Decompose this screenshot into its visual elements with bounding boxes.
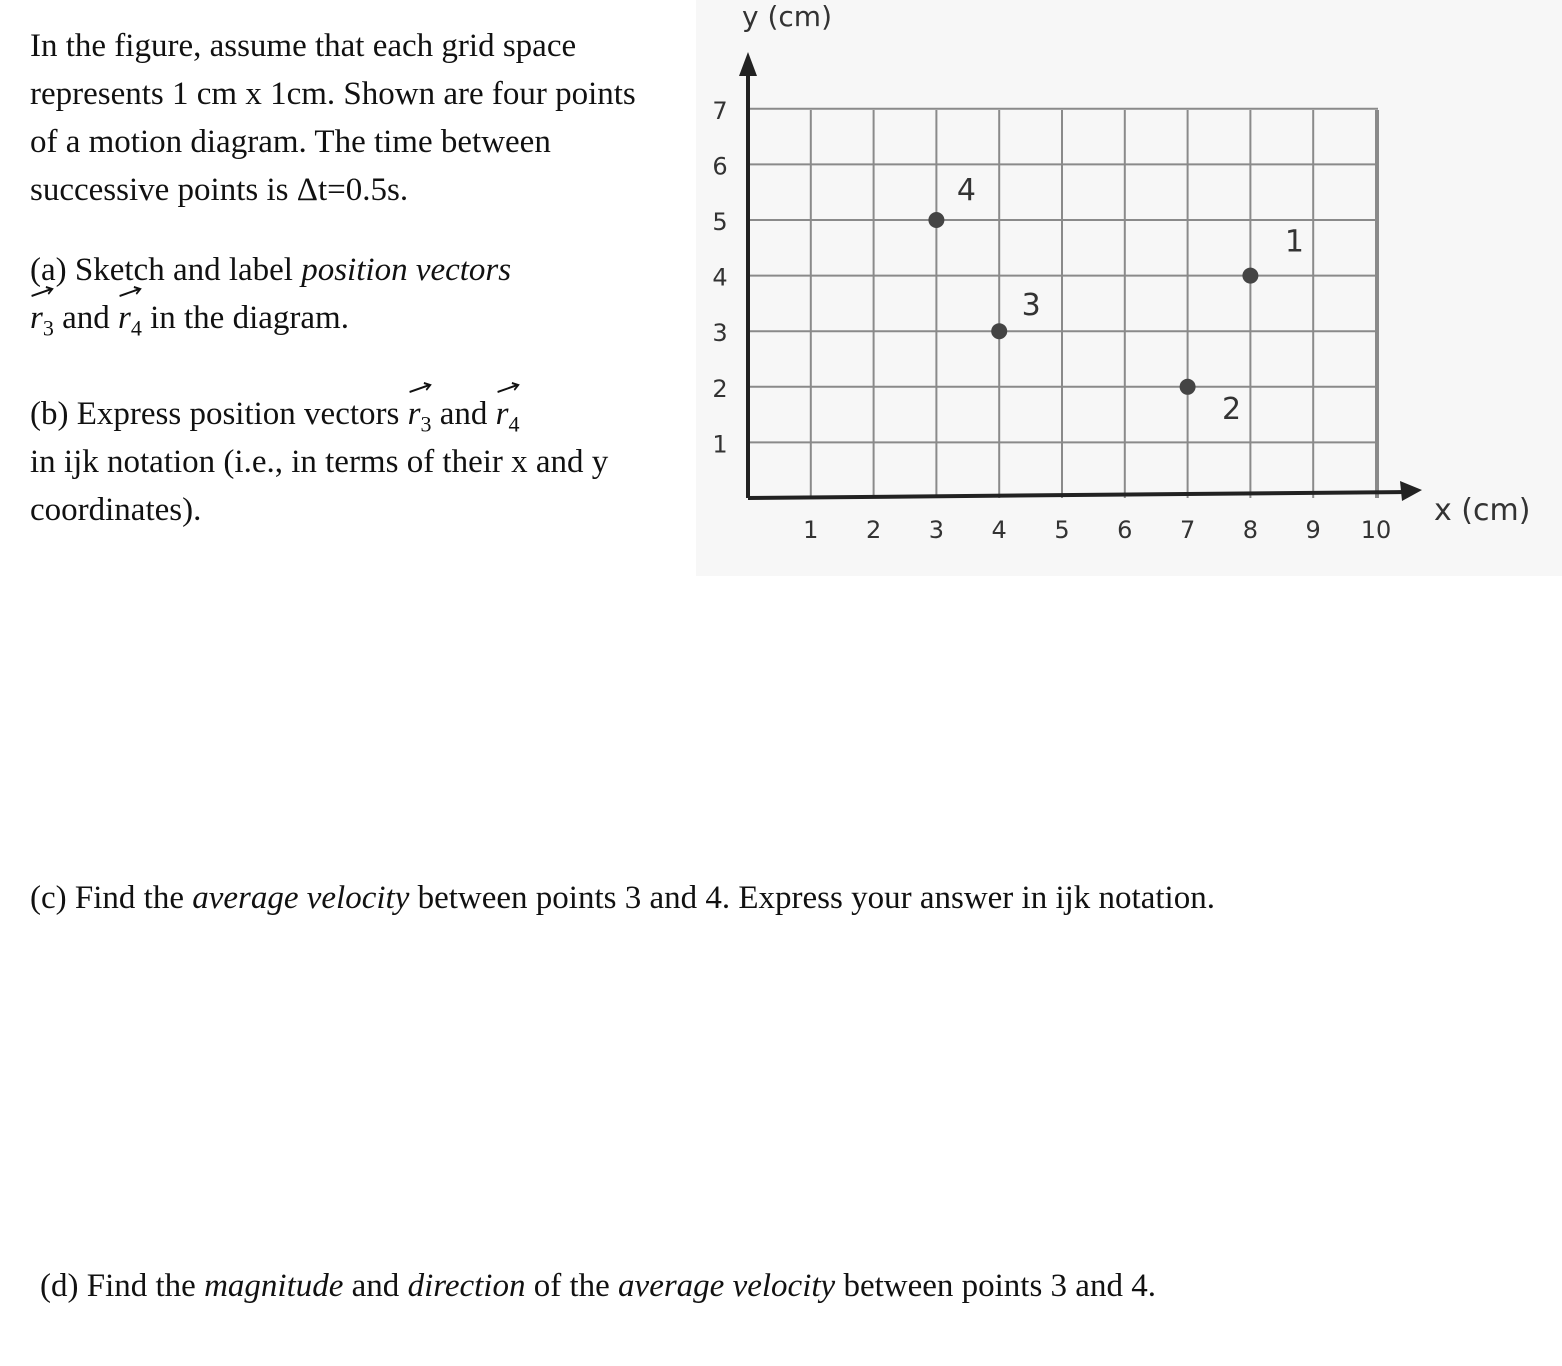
vector-r3-subscript: 3 xyxy=(420,411,432,437)
question-c-line xyxy=(30,874,1530,922)
vector-r4-symbol: r xyxy=(118,300,131,336)
vector-r4 xyxy=(118,294,142,342)
x-tick-label: 6 xyxy=(1117,516,1133,544)
question-b-line-2: in ijk notation (i.e., in terms of their x and y xyxy=(30,444,609,480)
x-tick-label: 10 xyxy=(1360,516,1392,544)
data-point-label: 4 xyxy=(956,173,976,208)
question-b-and: and xyxy=(431,396,496,432)
vector-r3 xyxy=(408,390,432,438)
question-a-suffix: in the diagram. xyxy=(141,300,349,336)
vector-r3-subscript: 3 xyxy=(42,315,54,341)
x-tick-label: 9 xyxy=(1305,516,1321,544)
motion-diagram-figure xyxy=(696,0,1562,576)
intro-line-1: In the figure, assume that each grid space xyxy=(30,28,577,64)
y-axis-label: y (cm) xyxy=(742,0,832,33)
intro-paragraph xyxy=(30,22,700,214)
question-b xyxy=(30,390,690,534)
question-a-prefix: (a) Sketch and label xyxy=(30,252,302,288)
y-tick-label: 7 xyxy=(712,96,728,125)
vector-r4-symbol: r xyxy=(495,396,509,432)
question-d-line xyxy=(40,1262,1540,1310)
question-d xyxy=(40,1262,1540,1310)
question-b-line-1 xyxy=(30,390,690,438)
vector-r4-subscript: 4 xyxy=(508,411,520,437)
question-d-emphasis-velocity: average velocity xyxy=(618,1268,836,1304)
vector-r3-symbol: r xyxy=(407,396,421,432)
intro-line-2: represents 1 cm x 1cm. Shown are four points xyxy=(30,76,636,112)
y-tick-label: 1 xyxy=(712,430,728,459)
data-point-label: 2 xyxy=(1222,391,1242,427)
question-a xyxy=(30,246,690,342)
question-d-emphasis-magnitude: magnitude xyxy=(204,1268,344,1304)
intro-line-4: successive points is Δt=0.5s. xyxy=(30,172,409,208)
vector-arrow-icon xyxy=(408,381,432,395)
x-tick-label: 2 xyxy=(865,516,882,544)
question-d-and: and xyxy=(343,1268,408,1304)
y-tick-label: 5 xyxy=(712,208,728,236)
x-tick-label: 5 xyxy=(1054,516,1070,544)
vector-arrow-icon xyxy=(496,381,520,395)
data-point xyxy=(991,323,1007,339)
question-a-and: and xyxy=(53,300,118,336)
y-tick-label: 2 xyxy=(712,374,728,403)
question-d-of-the: of the xyxy=(525,1268,619,1304)
question-a-line-2 xyxy=(30,294,690,342)
data-point-label: 1 xyxy=(1284,224,1304,260)
x-tick-label: 1 xyxy=(803,516,819,544)
data-point xyxy=(1242,268,1258,284)
x-tick-label: 8 xyxy=(1242,516,1259,544)
question-c-emphasis: average velocity xyxy=(192,880,410,916)
data-point xyxy=(928,212,944,228)
vector-r3 xyxy=(30,294,54,342)
data-point-label: 3 xyxy=(1021,288,1041,324)
vector-arrow-icon xyxy=(30,285,54,299)
y-tick-label: 3 xyxy=(712,319,728,348)
vector-r4 xyxy=(496,390,520,438)
data-point xyxy=(1180,379,1196,395)
question-c-prefix: (c) Find the xyxy=(30,880,193,916)
question-b-line-3: coordinates). xyxy=(30,492,202,528)
figure-background xyxy=(696,0,1562,576)
question-d-prefix: (d) Find the xyxy=(40,1268,205,1304)
x-tick-label: 7 xyxy=(1179,516,1196,544)
intro-line-3: of a motion diagram. The time between xyxy=(30,124,551,160)
y-tick-label: 6 xyxy=(712,152,728,181)
vector-arrow-icon xyxy=(118,285,142,299)
question-b-prefix: (b) Express position vectors xyxy=(30,396,408,432)
y-tick-label: 4 xyxy=(712,263,728,292)
vector-r3-symbol: r xyxy=(30,300,43,336)
question-a-emphasis: position vectors xyxy=(301,252,512,288)
question-d-suffix: between points 3 and 4. xyxy=(835,1268,1156,1304)
question-d-emphasis-direction: direction xyxy=(407,1268,526,1304)
vector-r4-subscript: 4 xyxy=(130,315,142,341)
x-tick-label: 4 xyxy=(991,516,1007,544)
x-axis-label: x (cm) xyxy=(1434,493,1531,528)
x-tick-label: 3 xyxy=(928,516,945,544)
question-c xyxy=(30,874,1530,922)
question-c-suffix: between points 3 and 4. Express your answer in ijk notation. xyxy=(409,880,1215,916)
